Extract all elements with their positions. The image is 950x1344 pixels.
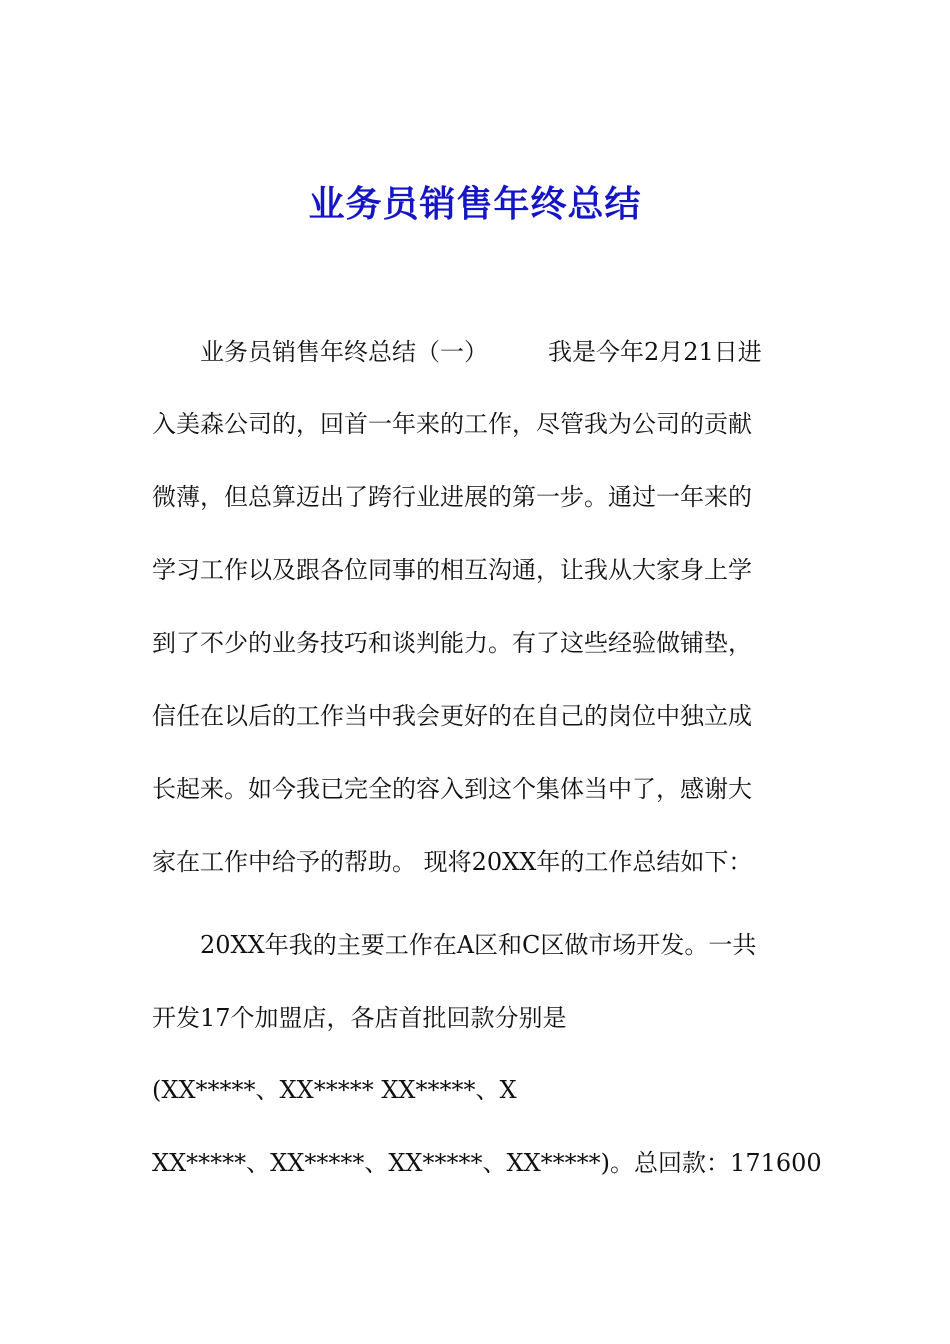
section-heading: 业务员销售年终总结（一） bbox=[200, 338, 488, 366]
paragraph-line: 微薄，但总算迈出了跨行业进展的第一步。通过一年来的 bbox=[152, 483, 752, 511]
paragraph-line: XX*****、XX*****、XX*****、XX*****)。总回款：171600 bbox=[152, 1149, 822, 1177]
paragraph-line: 信任在以后的工作当中我会更好的在自己的岗位中独立成 bbox=[152, 702, 752, 730]
paragraph-line: 开发17个加盟店，各店首批回款分别是 bbox=[152, 1004, 567, 1032]
paragraph-line: 20XX年我的主要工作在A区和C区做市场开发。一共 bbox=[200, 931, 757, 959]
paragraph-line: 长起来。如今我已完全的容入到这个集体当中了，感谢大 bbox=[152, 775, 752, 803]
paragraph-line: 家在工作中给予的帮助。 现将20XX年的工作总结如下： bbox=[152, 848, 753, 876]
paragraph-line: (XX*****、XX***** XX*****、X bbox=[152, 1076, 517, 1104]
paragraph-line bbox=[200, 334, 762, 370]
paragraph-line: 入美森公司的，回首一年来的工作，尽管我为公司的贡献 bbox=[152, 410, 752, 438]
paragraph-line: 到了不少的业务技巧和谈判能力。有了这些经验做铺垫， bbox=[152, 629, 752, 657]
document-title: 业务员销售年终总结 bbox=[308, 183, 642, 225]
paragraph-text: 我是今年2月21日进 bbox=[548, 338, 762, 366]
paragraph-line: 学习工作以及跟各位同事的相互沟通，让我从大家身上学 bbox=[152, 556, 752, 584]
